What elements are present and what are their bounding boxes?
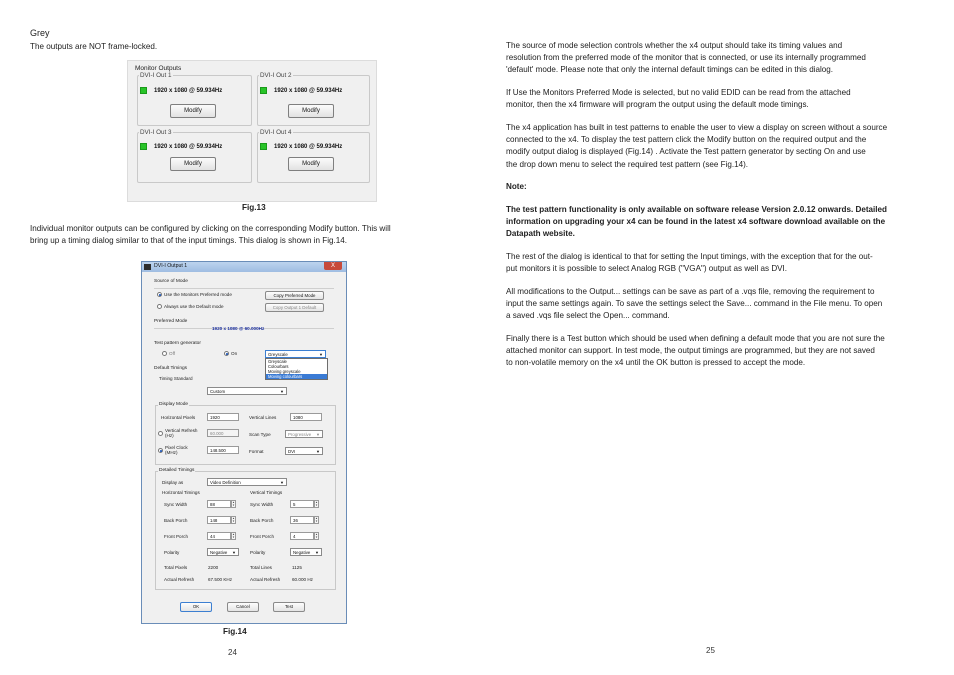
preferred-mode-value: 1920 x 1080 @ 60.000Hz — [212, 326, 265, 331]
dialog-title: DVI-I Output 1 — [154, 263, 188, 269]
status-green-icon — [260, 87, 267, 94]
h-front-porch-label: Front Porch — [164, 534, 188, 539]
detailed-timings-label: Detailed Timings — [159, 468, 195, 473]
v-lines-label: Vertical Lines — [249, 415, 277, 420]
pattern-option[interactable]: Greyscale — [268, 359, 287, 364]
monitor-outputs-panel — [127, 60, 377, 202]
chevron-down-icon: ▼ — [315, 550, 319, 555]
h-front-porch-field[interactable]: 44 — [207, 532, 231, 540]
source-of-mode-label: Source of Mode — [154, 279, 188, 284]
pattern-dropdown-list — [265, 358, 328, 380]
output-group-1 — [137, 75, 252, 126]
v-refresh-field[interactable]: 60.000 — [207, 429, 239, 437]
total-pixels-label: Total Pixels — [164, 565, 188, 570]
pattern-option[interactable]: Colourbars — [268, 364, 289, 369]
h-sync-width-label: Sync Width — [164, 502, 188, 507]
preferred-mode-label: Use the Monitors Preferred mode — [164, 292, 232, 297]
preferred-mode-radio[interactable] — [157, 292, 162, 297]
spin-icon[interactable]: ▴ ▾ — [232, 532, 235, 539]
h-back-porch-label: Back Porch — [164, 518, 188, 523]
close-icon[interactable]: X — [324, 262, 342, 270]
pattern-off-radio[interactable] — [162, 351, 167, 356]
note-label: Note: — [506, 182, 527, 191]
app-icon — [144, 264, 151, 270]
display-mode-label: Display Mode — [159, 402, 189, 407]
v-refresh-radio[interactable] — [158, 431, 163, 436]
scan-type-select[interactable]: Progressive ▼ — [285, 430, 323, 438]
output-name-4: DVI-I Out 4 — [260, 129, 292, 136]
v-actual-refresh-label: Actual Refresh — [250, 577, 281, 582]
chevron-down-icon: ▼ — [319, 352, 323, 357]
section-heading: Grey — [30, 28, 50, 38]
preferred-mode-section: Preferred Mode — [154, 319, 188, 324]
chevron-down-icon: ▼ — [280, 480, 284, 485]
para-line-1: Individual monitor outputs can be configured by clicking on the corresponding Modify button. This will — [30, 224, 391, 233]
format-select[interactable]: DVI ▼ — [285, 447, 323, 455]
h-pixels-field[interactable]: 1920 — [207, 413, 239, 421]
fig14-caption: Fig.14 — [223, 627, 247, 636]
default-timings-label: Default Timings — [154, 366, 188, 371]
right-paragraph-1: The source of mode selection controls whether the x4 output should take its timing values and resolution from the preferred mode of the monitor that is connected, or use its internally programmed 'default' mode. Please note that only the internal default timings can be edited in this dialog. — [506, 41, 866, 75]
divider — [154, 288, 334, 289]
dvi-output-dialog — [141, 261, 347, 624]
default-mode-label: Always use the Default mode — [164, 304, 224, 309]
note-text: The test pattern functionality is only available on software release Version 2.0.12 onwards. Detailed information on upgrading your x4 can be found in the latest x4 software download available on the Datapath website. — [506, 205, 887, 239]
pixel-clock-field[interactable]: 148.500 — [207, 446, 239, 454]
status-green-icon — [140, 143, 147, 150]
total-lines-label: Total Lines — [250, 565, 272, 570]
v-front-porch-label: Front Porch — [250, 534, 274, 539]
output-mode-2: 1920 x 1080 @ 59.934Hz — [260, 87, 342, 94]
ok-button[interactable]: OK — [180, 602, 212, 612]
v-lines-field[interactable]: 1080 — [290, 413, 322, 421]
detailed-timings-group — [155, 471, 336, 590]
chevron-down-icon: ▼ — [232, 550, 236, 555]
pixel-clock-label: Pixel Clock — [165, 445, 188, 450]
output-mode-3: 1920 x 1080 @ 59.934Hz — [140, 143, 222, 150]
modify-button-2[interactable]: Modify — [288, 104, 334, 118]
h-actual-refresh-label: Actual Refresh — [164, 577, 195, 582]
output-mode-4: 1920 x 1080 @ 59.934Hz — [260, 143, 342, 150]
spin-icon[interactable]: ▴ ▾ — [315, 500, 318, 507]
output-group-2 — [257, 75, 370, 126]
v-refresh-label: Vertical Refresh — [165, 428, 198, 433]
v-front-porch-field[interactable]: 4 — [290, 532, 314, 540]
display-as-select[interactable]: Video Definition ▼ — [207, 478, 287, 486]
timing-standard-select[interactable]: Custom ▼ — [207, 387, 287, 395]
output-mode-1: 1920 x 1080 @ 59.934Hz — [140, 87, 222, 94]
cancel-button[interactable]: Cancel — [227, 602, 259, 612]
display-as-label: Display as — [162, 480, 184, 485]
spin-icon[interactable]: ▴ ▾ — [232, 516, 235, 523]
v-back-porch-field[interactable]: 36 — [290, 516, 314, 524]
v-polarity-label: Polarity — [250, 550, 266, 555]
default-mode-radio[interactable] — [157, 304, 162, 309]
v-sync-width-field[interactable]: 5 — [290, 500, 314, 508]
pattern-on-label: On — [231, 351, 238, 356]
panel-title: Monitor Outputs — [135, 65, 182, 72]
modify-button-3[interactable]: Modify — [170, 157, 216, 171]
modify-button-1[interactable]: Modify — [170, 104, 216, 118]
right-paragraph-2: If Use the Monitors Preferred Mode is selected, but no valid EDID can be read from the attached monitor, then the x4 firmware will program the output using the default mode timings. — [506, 88, 851, 110]
format-label: Format — [249, 449, 264, 454]
pixel-clock-unit: (MHz) — [165, 450, 178, 455]
h-pixels-label: Horizontal Pixels — [161, 415, 196, 420]
intro-text: The outputs are NOT frame-locked. — [30, 42, 158, 51]
right-paragraph-6: Finally there is a Test button which should be used when defining a default mode that you are not sure the attached monitor can support. In test mode, the output timings are programmed, but they are not saved to non-volatile memory on the x4 until the OK button is pressed to accept the mode. — [506, 334, 885, 368]
v-back-porch-label: Back Porch — [250, 518, 274, 523]
total-pixels-value: 2200 — [208, 565, 219, 570]
pixel-clock-radio[interactable] — [158, 448, 163, 453]
scan-type-label: Scan Type — [249, 432, 271, 437]
h-back-porch-field[interactable]: 148 — [207, 516, 231, 524]
pattern-option[interactable]: Moving greyscale — [268, 369, 301, 374]
page-number-left: 24 — [228, 648, 237, 657]
test-pattern-label: Test pattern generator — [154, 341, 201, 346]
timing-standard-label: Timing Standard — [159, 376, 193, 381]
output-name-2: DVI-I Out 2 — [260, 72, 292, 79]
right-paragraph-4: The rest of the dialog is identical to that for setting the Input timings, with the exception that for the out- put monitors it is possible to select Analog RGB ("VGA") output as well as DVI. — [506, 252, 873, 274]
v-refresh-unit: (Hz) — [165, 433, 174, 438]
pattern-on-radio[interactable] — [224, 351, 229, 356]
output-name-1: DVI-I Out 1 — [140, 72, 172, 79]
spin-icon[interactable]: ▴ ▾ — [315, 516, 318, 523]
chevron-down-icon: ▼ — [316, 449, 320, 454]
horizontal-timings-label: Horizontal Timings — [162, 490, 200, 495]
v-sync-width-label: Sync Width — [250, 502, 274, 507]
copy-preferred-button[interactable]: Copy Preferred Mode — [265, 291, 324, 300]
pattern-select[interactable]: Greyscale ▼ — [265, 350, 326, 358]
total-lines-value: 1125 — [292, 565, 302, 570]
fig13-caption: Fig.13 — [242, 203, 266, 212]
right-paragraph-3: The x4 application has built in test patterns to enable the user to view a display on screen without a source connected to the x4. To display the test pattern click the Modify button on the required output and the modify output dialog is displayed (Fig.14) . Activate the Test pattern generator by secting On and use the drop down menu to select the required test pattern (see Fig.14). — [506, 123, 888, 169]
modify-button-4[interactable]: Modify — [288, 157, 334, 171]
test-button[interactable]: Test — [273, 602, 305, 612]
para-line-2: bring up a timing dialog similar to that of the input timings. This dialog is shown in Fig.14. — [30, 236, 348, 245]
status-green-icon — [260, 143, 267, 150]
pattern-off-label: Off — [169, 351, 176, 356]
h-polarity-select[interactable]: Negative ▼ — [207, 548, 239, 556]
status-green-icon — [140, 87, 147, 94]
spin-icon[interactable]: ▴ ▾ — [232, 500, 235, 507]
v-actual-refresh-value: 60.000 Hz — [292, 577, 313, 582]
h-actual-refresh-value: 67.500 KHz — [208, 577, 233, 582]
v-polarity-select[interactable]: Negative ▼ — [290, 548, 322, 556]
right-paragraph-5: All modifications to the Output... settings can be save as part of a .vqs file, removing the requirement to input the same settings again. To save the settings select the Save... command in the File menu. To open a saved .vqs file select the Open... command. — [506, 287, 883, 321]
chevron-down-icon: ▼ — [316, 432, 320, 437]
page-number-right: 25 — [706, 646, 715, 655]
pattern-option[interactable]: Moving colourbars — [266, 374, 327, 379]
chevron-down-icon: ▼ — [280, 389, 284, 394]
output-name-3: DVI-I Out 3 — [140, 129, 172, 136]
h-sync-width-field[interactable]: 88 — [207, 500, 231, 508]
spin-icon[interactable]: ▴ ▾ — [315, 532, 318, 539]
h-polarity-label: Polarity — [164, 550, 180, 555]
vertical-timings-label: Vertical Timings — [250, 490, 283, 495]
copy-output-default-button[interactable]: Copy Output 1 Default — [265, 303, 324, 312]
